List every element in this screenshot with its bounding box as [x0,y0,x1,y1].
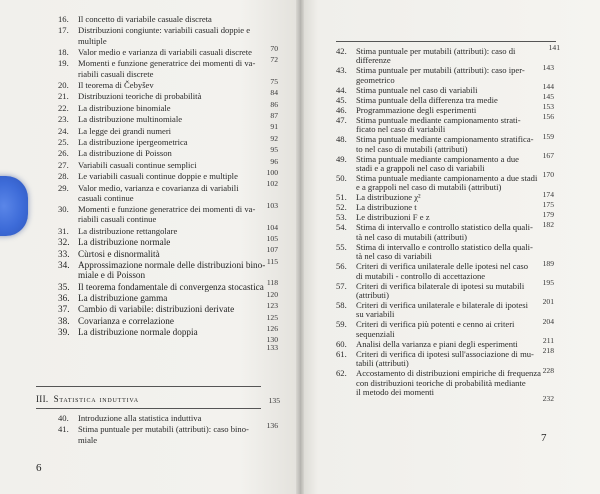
entry-page-number: 144 [542,82,554,92]
right-top-page-number: 141 [548,43,560,52]
entry-title: Accostamento di distribuzioni empiriche di frequenza [356,368,541,379]
entry-page-number: 84 [270,88,278,98]
toc-entry [58,424,249,434]
entry-number: 27. [58,159,69,170]
entry-title-continuation: to nel caso di mutabili (attributi) [356,143,468,154]
entry-title-continuation: miale e di Poisson [78,270,146,281]
entry-page-number: 174 [542,189,554,199]
entry-number: 47. [336,114,347,125]
entry-number: 46. [336,104,347,115]
entry-page-number: 145 [542,92,554,102]
entry-page-number: 159 [542,131,554,141]
left-folio: 6 [36,462,42,474]
entry-number: 24. [58,125,69,136]
entry-page-number: 153 [542,102,554,112]
entry-number: 39. [58,327,70,338]
entry-page-number: 95 [270,145,278,155]
entry-title-continuation: su variabili [356,309,395,320]
entry-title: Distribuzioni congiunte: variabili casuali doppie e [78,25,251,36]
toc-entry [58,126,171,136]
entry-title: Criteri di verifica bilaterale di ipotesi su mutabili [356,280,525,291]
entry-number: 60. [336,338,347,349]
entry-number: 52. [336,202,347,213]
entry-title: La distribuzione gamma [78,293,168,303]
entry-title: Le variabili casuali continue doppie e multiple [78,171,238,182]
entry-number: 16. [58,14,69,24]
toc-entry [58,237,170,247]
entry-number: 62. [336,368,347,379]
entry-number: 20. [58,80,69,90]
entry-page-number: 86 [270,99,278,109]
toc-entry [58,103,171,113]
entry-page-number: 204 [542,316,554,326]
toc-entry [58,304,234,314]
entry-title-continuation: stadi e a grappoli nel caso di variabili [356,163,485,173]
entry-page-number: 130 [266,335,278,345]
entry-title: Valor medio, varianza e covarianza di variabili [78,182,239,193]
entry-page-number: 167 [542,151,554,160]
toc-entry [58,327,198,337]
entry-title: Cùrtosi e disnormalità [78,248,160,259]
entry-page-number: 105 [266,234,278,243]
entry-page-number: 182 [542,219,554,229]
entry-number: 55. [336,241,347,252]
entry-number: 45. [336,94,347,105]
toc-entry [58,260,265,270]
toc-entry [58,114,182,124]
entry-page-number: 100 [266,168,278,177]
entry-title-continuation: di mutabili - controllo di accettazione [356,270,486,281]
section-rule-top [36,386,261,387]
entry-number: 37. [58,304,70,315]
entry-number: 36. [58,293,70,303]
entry-number: 18. [58,47,69,57]
entry-page-number: 133 [266,342,278,352]
entry-title: Le distribuzioni F e z [356,212,430,223]
section-page-number: 135 [268,396,280,405]
entry-page-number: 125 [266,312,278,322]
entry-number: 17. [58,25,69,36]
entry-page-number: 87 [270,111,278,120]
entry-page-number: 115 [266,256,278,266]
section-rule-bottom [36,408,261,409]
toc-entry [58,25,250,35]
entry-page-number: 189 [542,258,554,268]
entry-number: 34. [58,260,70,270]
entry-title: La distribuzione χ² [356,192,421,203]
toc-entry [58,316,174,326]
toc-entry [58,160,197,170]
toc-entry [336,202,417,212]
entry-page-number: 211 [542,336,554,346]
entry-number: 33. [58,248,70,259]
entry-title: La distribuzione multinomiale [78,114,183,125]
entry-title: Criteri di verifica di ipotesi sull'associazione di mu- [356,348,534,359]
entry-page-number: 179 [542,209,554,219]
entry-page-number: 126 [266,324,278,333]
entry-title: Stima di intervallo e controllo statistico della quali- [356,222,533,233]
entry-title: Momenti e funzione generatrice dei momenti di va- [78,58,256,69]
entry-number: 53. [336,212,347,223]
entry-title-continuation: il metodo dei momenti [356,387,435,397]
entry-title-continuation: tà nel caso di mutabili (attributi) [356,231,467,242]
toc-entry [58,226,177,236]
entry-title: Criteri di verifica unilaterale delle ipotesi nel caso [356,261,529,272]
entry-title-continuation: riabili casuali discrete [78,68,154,79]
toc-entry [58,204,255,214]
entry-title: Covarianza e correlazione [78,315,174,326]
entry-page-number: 175 [542,199,554,209]
entry-page-number: 102 [266,179,278,189]
entry-page-number: 136 [266,421,278,431]
entry-title: Il concetto di variabile casuale discreta [78,14,212,24]
entry-page-number: 170 [542,170,554,180]
entry-title: Stima puntuale mediante campionamento a due stadi [356,173,538,183]
entry-number: 30. [58,204,69,215]
entry-title-continuation: e a grappoli nel caso di mutabili (attributi) [356,182,502,193]
entry-title: Momenti e funzione generatrice dei momenti di va- [78,204,256,215]
entry-number: 42. [336,46,347,56]
entry-number: 22. [58,102,69,113]
entry-number: 43. [336,65,347,76]
entry-number: 32. [58,237,70,248]
entry-title: Cambio di variabile: distribuzioni derivate [78,304,235,315]
entry-page-number: 70 [270,43,278,53]
entry-number: 61. [336,348,347,359]
entry-title: Il teorema fondamentale di convergenza stocastica [78,281,264,292]
entry-title: Stima puntuale per mutabili (attributi): caso di [356,46,516,56]
entry-title: La distribuzione rettangolare [78,225,178,236]
toc-entry [336,192,421,202]
entry-number: 40. [58,413,69,423]
entry-number: 28. [58,171,69,182]
entry-title-continuation: ficato nel caso di variabili [356,124,446,135]
entry-number: 38. [58,315,70,326]
toc-entry [58,282,264,292]
entry-page-number: 195 [542,278,554,287]
entry-title: Stima puntuale per mutabili (attributi): caso bino- [78,424,249,435]
entry-number: 48. [336,134,347,145]
entry-number: 35. [58,281,70,292]
entry-title: Stima di intervallo e controllo statistico della quali- [356,241,533,252]
entry-number: 54. [336,222,347,233]
entry-title-continuation: differenze [356,55,391,66]
entry-title-continuation: con distribuzioni teoriche di probabilità mediante [356,377,526,388]
entry-title: Criteri di verifica più potenti e cenno ai criteri [356,319,515,330]
entry-number: 41. [58,424,69,435]
right-folio: 7 [541,432,547,444]
entry-number: 51. [336,192,347,203]
entry-title-continuation: (attributi) [356,290,389,300]
entry-number: 58. [336,300,347,310]
entry-title: Programmazione degli esperimenti [356,104,477,115]
entry-title: Stima puntuale per mutabili (attributi): caso iper- [356,65,525,76]
toc-entry [58,80,154,90]
entry-title: Il teorema di Čebyšev [78,80,154,90]
entry-title: Approssimazione normale delle distribuzioni bino- [78,260,266,270]
toc-entry [58,14,212,24]
entry-page-number: 120 [266,289,278,299]
entry-page-number: 156 [542,112,554,122]
entry-number: 57. [336,280,347,291]
toc-entry [58,91,201,101]
entry-title: La distribuzione binomiale [78,102,171,113]
entry-title: Variabili casuali continue semplici [78,159,197,170]
entry-title-continuation: tabili (attributi) [356,358,409,369]
toc-entry [58,293,167,303]
entry-title: La distribuzione normale doppia [78,327,198,338]
toc-entry [58,47,252,57]
entry-number: 19. [58,58,69,69]
entry-title: Stima puntuale mediante campionamento strati- [356,114,521,125]
entry-number: 29. [58,182,69,193]
entry-page-number: 232 [542,394,554,404]
entry-title-continuation: geometrico [356,74,395,85]
entry-number: 23. [58,114,69,125]
toc-entry [336,339,518,349]
toc-entry [336,212,430,222]
entry-title-continuation: tà nel caso di variabili [356,251,432,262]
entry-number: 56. [336,261,347,272]
entry-title: La legge dei grandi numeri [78,125,172,136]
entry-number: 50. [336,173,347,183]
entry-page-number: 72 [270,55,278,65]
toc-entry [58,137,188,147]
toc-entry [58,183,239,193]
entry-page-number: 118 [266,278,278,288]
entry-number: 26. [58,148,69,159]
entry-page-number: 91 [270,122,278,132]
entry-title: Stima puntuale nel caso di variabili [356,84,478,95]
entry-page-number: 107 [266,245,278,255]
entry-number: 31. [58,225,69,236]
entry-number: 49. [336,153,347,164]
entry-page-number: 201 [542,297,554,307]
entry-page-number: 123 [266,301,278,311]
book-gutter [296,0,304,494]
entry-title: Distribuzioni teoriche di probabilità [78,91,202,102]
entry-page-number: 104 [266,222,278,232]
entry-title: Stima puntuale mediante campionamento a due [356,153,519,164]
toc-entry [336,85,477,95]
entry-number: 21. [58,91,69,102]
entry-number: 25. [58,137,69,147]
toc-entry [58,171,238,181]
right-top-rule [336,41,556,42]
entry-page-number: 228 [542,365,554,375]
entry-page-number: 103 [266,201,278,210]
section-heading: III. Statistica induttiva [36,394,139,404]
entry-page-number: 96 [270,156,278,166]
entry-number: 59. [336,319,347,330]
toc-entry [336,95,498,105]
entry-title-continuation: miale [78,434,98,445]
entry-title: La distribuzione normale [78,237,171,248]
entry-title: Stima puntuale mediante campionamento stratifica- [356,134,534,145]
entry-title: Analisi della varianza e piani degli esperimenti [356,338,518,349]
entry-title: La distribuzione ipergeometrica [78,137,188,147]
toc-entry [58,413,201,423]
toc-entry [58,58,255,68]
entry-title: La distribuzione di Poisson [78,148,172,159]
entry-title: Introduzione alla statistica induttiva [78,413,202,423]
entry-title: Valor medio e varianza di variabili casuali discrete [78,47,252,57]
entry-title: Criteri di verifica unilaterale e bilaterale di ipotesi [356,300,529,310]
entry-page-number: 218 [542,346,554,356]
toc-entry [336,105,476,115]
toc-entry [58,148,172,158]
toc-entry [58,249,160,259]
entry-page-number: 143 [542,62,554,72]
entry-title-continuation: sequenziali [356,328,395,339]
entry-title-continuation: riabili casuali continue [78,214,157,225]
entry-page-number: 75 [270,76,278,86]
entry-title-continuation: multiple [78,35,107,46]
entry-title-continuation: casuali continue [78,192,134,203]
entry-title: La distribuzione t [356,202,417,213]
entry-page-number: 92 [270,133,278,143]
entry-title: Stima puntuale della differenza tra medie [356,94,498,105]
entry-number: 44. [336,84,347,95]
